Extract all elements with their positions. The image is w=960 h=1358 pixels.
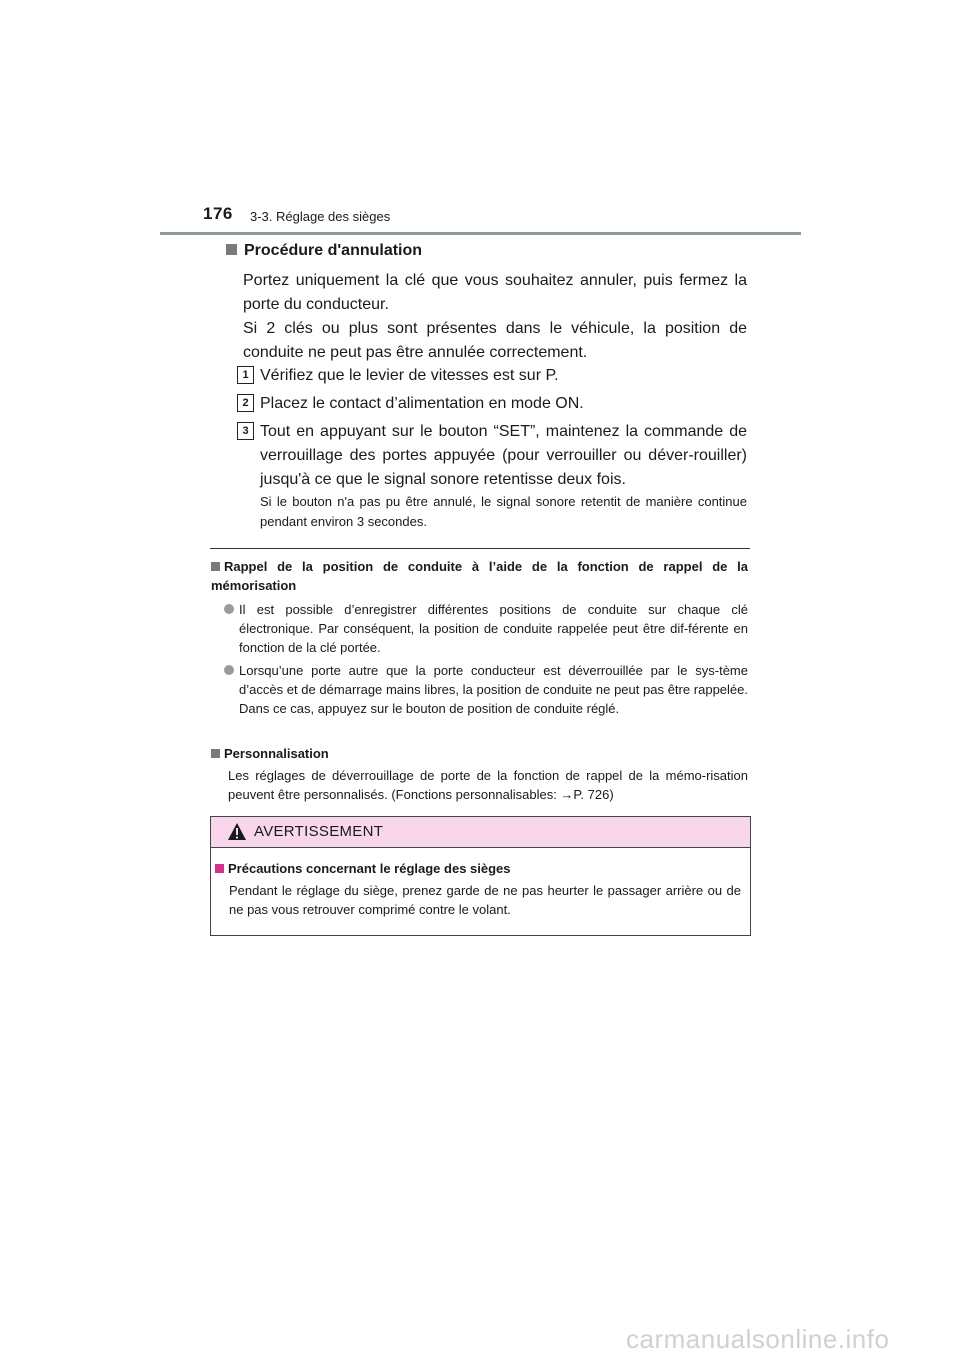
cancel-procedure-heading-text: Procédure d'annulation: [244, 242, 423, 259]
bullet-text: Lorsqu’une porte autre que la porte conducteur est déverrouillée par le sys-tème d’accès et de démarrage mains libres, la position de conduite ne peut pas être rappelée. Dans ce cas, appuyez sur le bouton de position de conduite réglé.: [239, 663, 748, 716]
header-rule: [160, 232, 801, 235]
recall-bullet-2: [224, 661, 748, 718]
warning-heading: [215, 861, 511, 876]
step-text: Vérifiez que le levier de vitesses est sur P.: [260, 367, 559, 384]
personalization-text: Les réglages de déverrouillage de porte de la fonction de rappel de la mémo-risation peuvent être personnalisés. (Fonctions personnalisables: →P. 726): [228, 768, 748, 802]
page-number: 176: [203, 204, 233, 223]
cancel-note: Si le bouton n'a pas pu être annulé, le signal sonore retentit de manière continue pendant environ 3 secondes.: [260, 494, 747, 529]
warning-header: [211, 817, 750, 848]
step-number-badge: 2: [237, 394, 254, 412]
heading-square-icon: [215, 864, 224, 873]
warning-triangle-icon: [227, 822, 247, 841]
step-number-badge: 3: [237, 422, 254, 440]
warning-heading-text: Précautions concernant le réglage des sièges: [228, 861, 511, 876]
bullet-dot-icon: [224, 665, 234, 675]
cancel-para-2: Si 2 clés ou plus sont présentes dans le véhicule, la position de conduite ne peut pas être annulée correctement.: [243, 320, 747, 361]
section-divider: [210, 548, 750, 549]
bullet-dot-icon: [224, 604, 234, 614]
heading-square-icon: [211, 562, 220, 571]
section-title: 3-3. Réglage des sièges: [250, 209, 391, 224]
step-text: Tout en appuyant sur le bouton “SET”, maintenez la commande de verrouillage des portes appuyée (pour verrouiller ou déver-rouiller) jusqu'à ce que le signal sonore retentisse deux fois.: [260, 423, 747, 488]
recall-heading: [211, 557, 748, 595]
recall-bullet-1: [224, 600, 748, 657]
bullet-text: Il est possible d’enregistrer différentes positions de conduite sur chaque clé électronique. Par conséquent, la position de conduite rappelée peut être dif-férente en fonction de la clé portée.: [239, 602, 748, 655]
warning-text: Pendant le réglage du siège, prenez garde de ne pas heurter le passager arrière ou de ne pas vous retrouver comprimé contre le volant.: [229, 883, 741, 917]
step-number-badge: 1: [237, 366, 254, 384]
heading-square-icon: [211, 749, 220, 758]
cancel-para-1: Portez uniquement la clé que vous souhaitez annuler, puis fermez la porte du conducteur.: [243, 272, 747, 313]
step-text: Placez le contact d’alimentation en mode ON.: [260, 395, 584, 412]
warning-box: [210, 816, 751, 936]
heading-square-icon: [226, 244, 237, 255]
warning-title: AVERTISSEMENT: [254, 823, 384, 840]
recall-heading-text: Rappel de la position de conduite à l’aide de la fonction de rappel de la mémorisation: [211, 559, 748, 593]
personalization-heading: [211, 744, 748, 763]
cancel-procedure-heading: [226, 242, 422, 260]
personalization-heading-text: Personnalisation: [224, 746, 329, 761]
watermark: carmanualsonline.info: [626, 1324, 890, 1354]
